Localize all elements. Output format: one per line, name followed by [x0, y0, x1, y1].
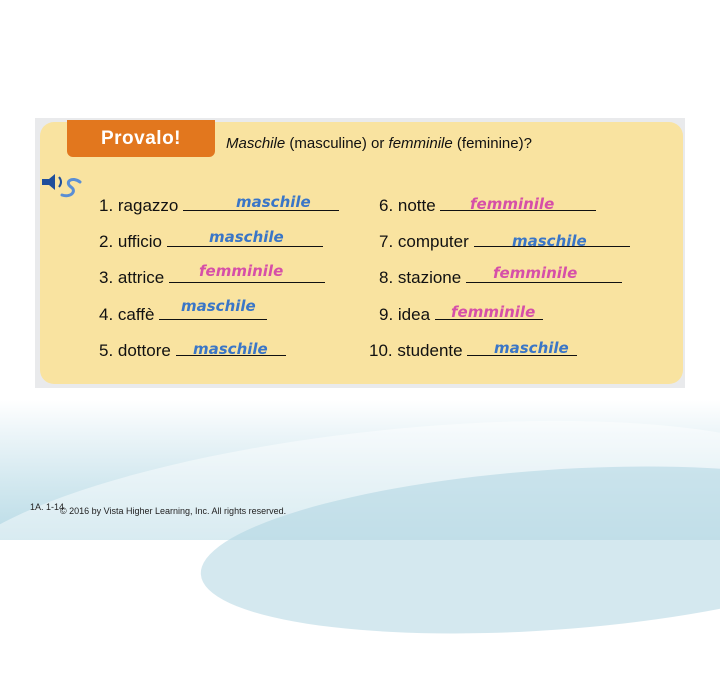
item-label: 1. ragazzo — [99, 196, 179, 215]
item-answer: maschile — [236, 193, 311, 211]
item-label: 5. dottore — [99, 341, 171, 360]
prompt-word-masculine: Maschile — [226, 135, 286, 152]
item-answer: maschile — [512, 232, 587, 250]
item-answer: maschile — [181, 297, 256, 315]
prompt-text-end: (feminine)? — [452, 135, 532, 152]
item-answer: femminile — [493, 264, 578, 282]
item-answer: maschile — [193, 340, 268, 358]
item-label: 9. idea — [379, 305, 431, 324]
item-label: 6. notte — [379, 196, 436, 215]
item-label: 4. caffè — [99, 305, 155, 324]
slide-number: 1A. 1-14 — [30, 502, 65, 512]
audio-speaker-icon[interactable] — [38, 170, 84, 204]
prompt-text: (masculine) or — [285, 135, 389, 152]
item-label: 7. computer — [379, 232, 469, 251]
item-label: 10. studente — [369, 341, 463, 360]
section-tab — [67, 120, 215, 157]
item-label: 8. stazione — [379, 268, 462, 287]
item-answer: femminile — [451, 303, 536, 321]
activity-prompt — [226, 135, 532, 152]
copyright-notice: © 2016 by Vista Higher Learning, Inc. All rights reserved. — [60, 506, 287, 516]
item-answer: maschile — [494, 339, 569, 357]
item-label: 2. ufficio — [99, 232, 163, 251]
item-answer: maschile — [209, 228, 284, 246]
prompt-word-feminine: femminile — [388, 135, 453, 152]
section-tab-title: Provalo! — [100, 128, 182, 149]
list-item — [379, 230, 630, 252]
item-answer: femminile — [199, 262, 284, 280]
item-label: 3. attrice — [99, 268, 165, 287]
item-answer: femminile — [470, 195, 555, 213]
